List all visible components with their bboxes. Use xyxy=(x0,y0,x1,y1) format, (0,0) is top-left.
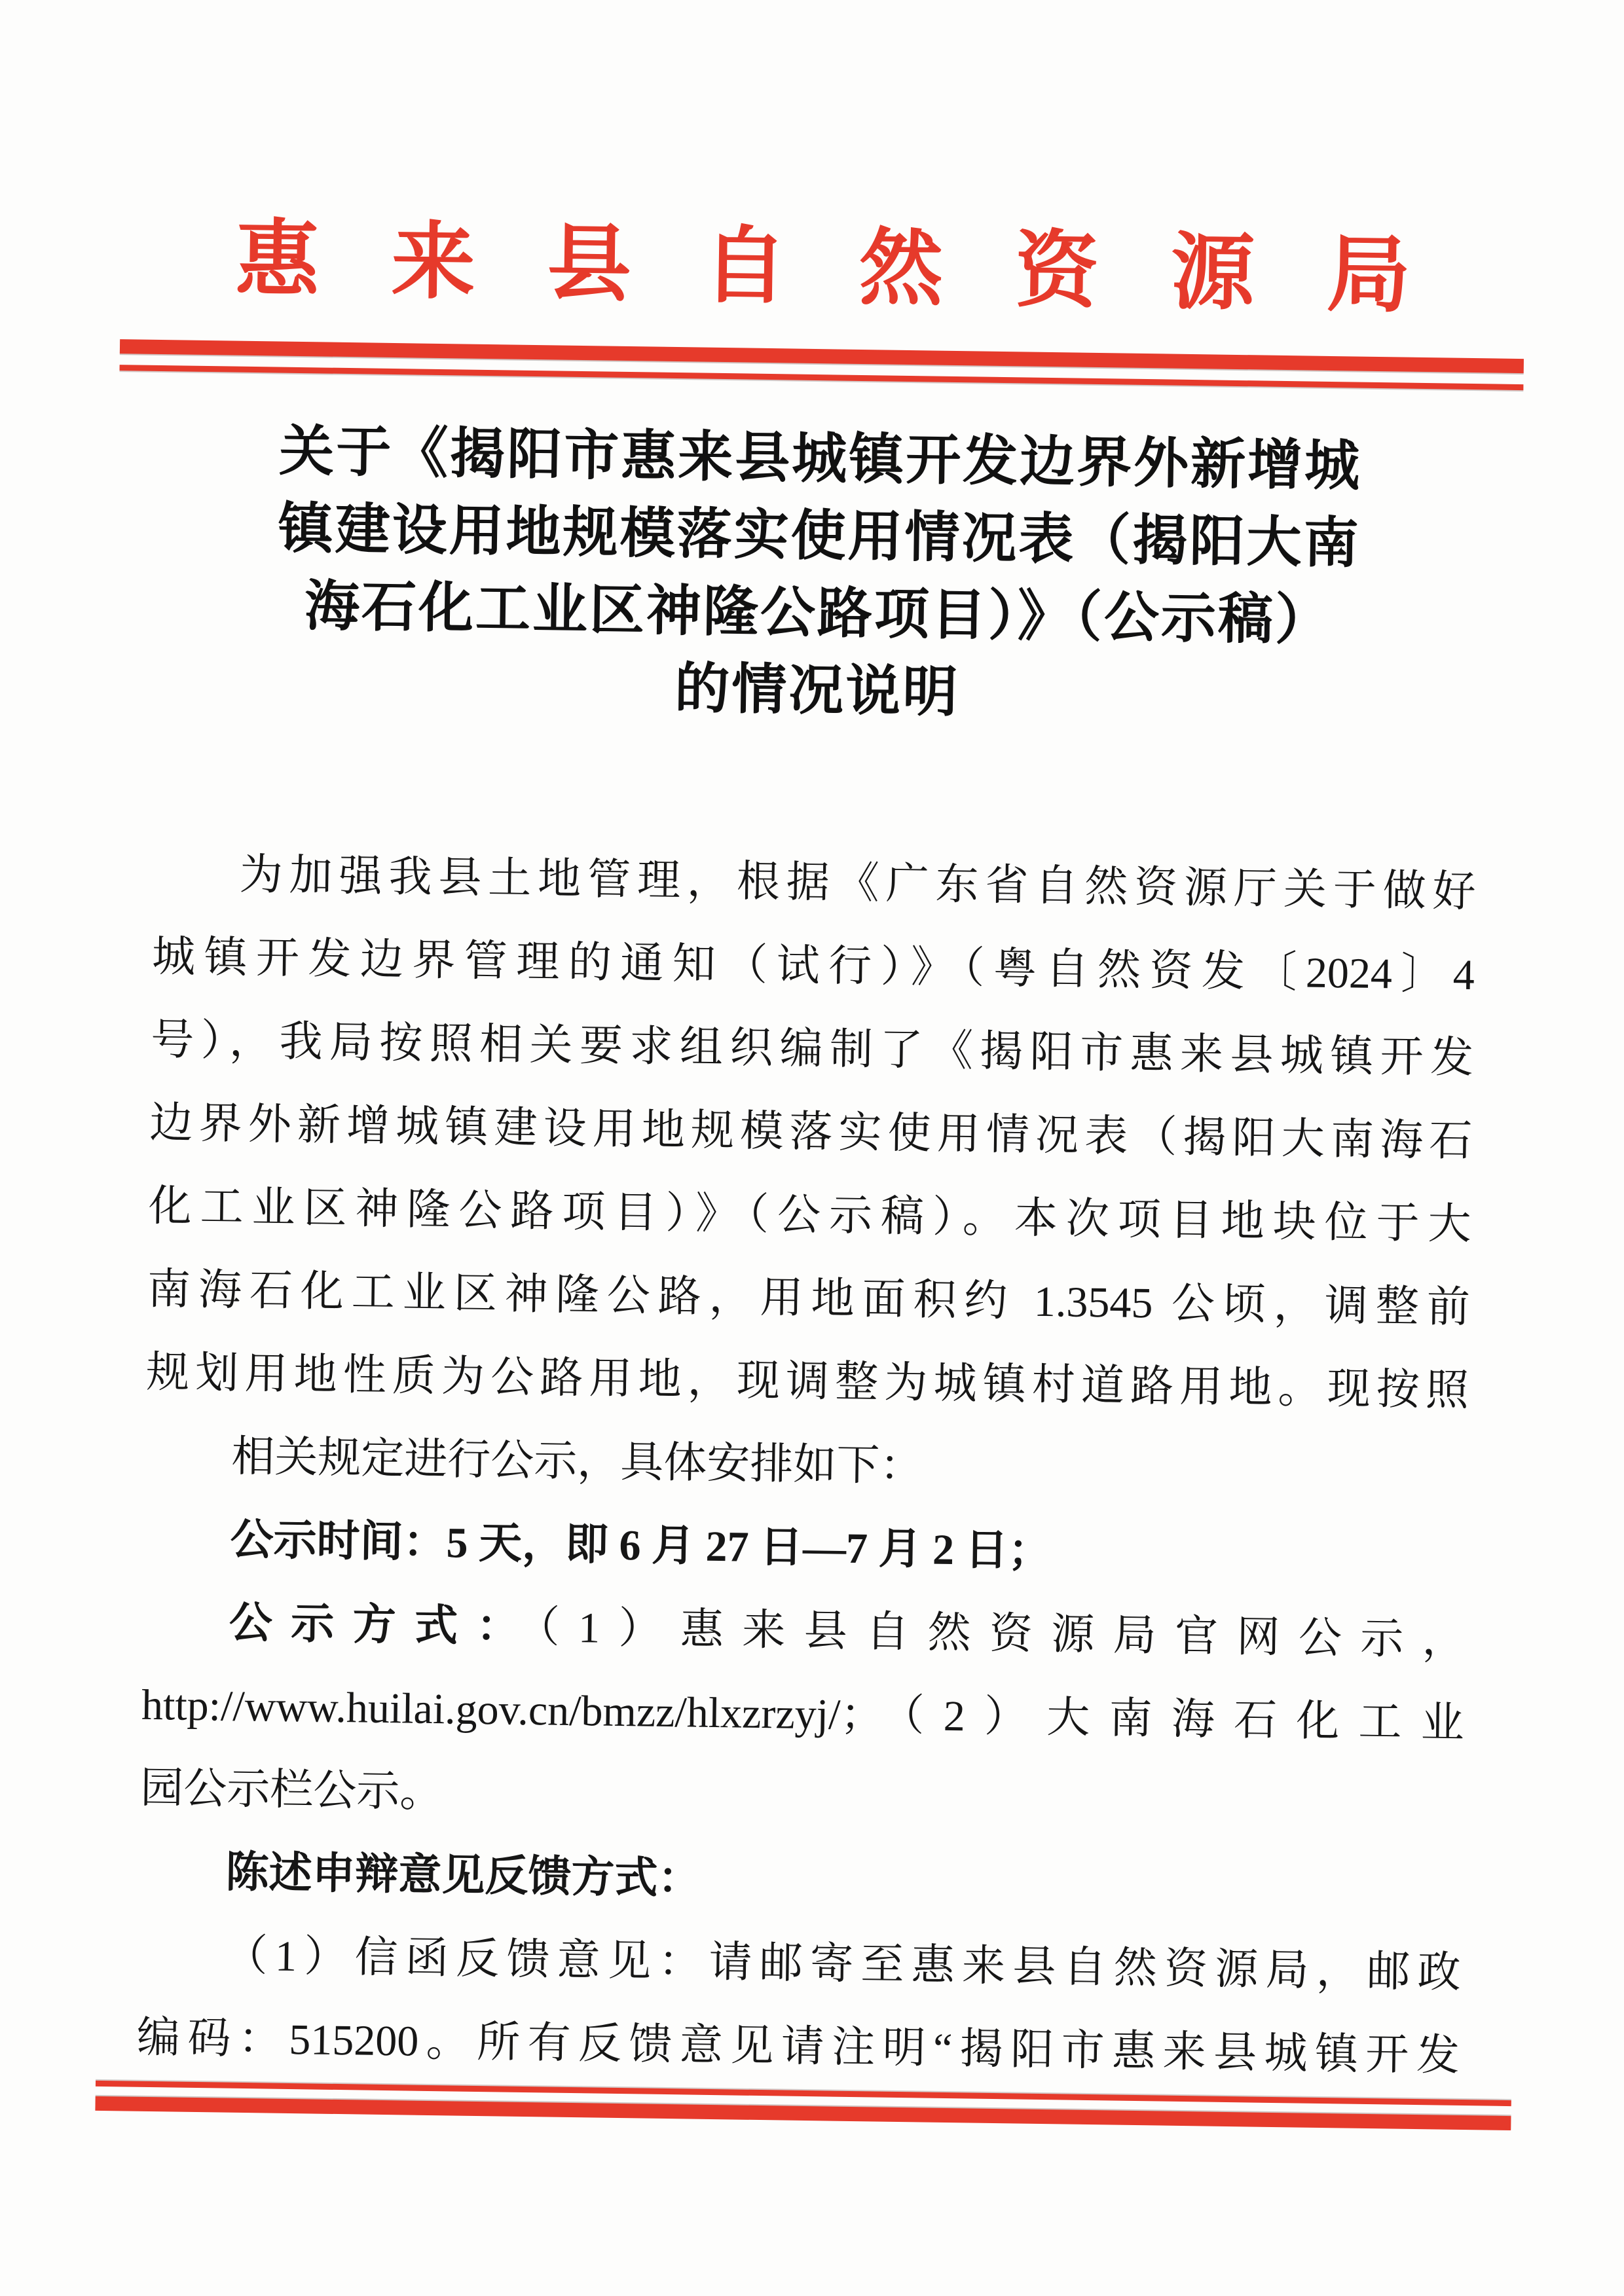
document-body xyxy=(136,832,1476,2098)
feedback-line: （1）信函反馈意见：请邮寄至惠来县自然资源局，邮政 xyxy=(224,1931,1462,1997)
announce-method-label: 公示方式： xyxy=(229,1599,539,1652)
announce-method-end-line: 园公示栏公示。 xyxy=(139,1764,443,1817)
paragraph-line: 南海石化工业区神隆公路，用地面积约 1.3545 公顷，调整前 xyxy=(147,1266,1471,1332)
announce-time-value: 5 天，即 6 月 27 日—7 月 2 日； xyxy=(446,1519,1052,1576)
paragraph-line: 规划用地性质为公路用地，现调整为城镇村道路用地。现按照 xyxy=(145,1349,1469,1415)
header-rules xyxy=(120,339,1524,390)
title-line: 关于《揭阳市惠来县城镇开发边界外新增城 xyxy=(278,421,1362,498)
title-line: 的情况说明 xyxy=(674,659,960,724)
title-line: 镇建设用地规模落实使用情况表（揭阳大南 xyxy=(277,498,1361,575)
announce-time-label: 公示时间： xyxy=(230,1516,447,1567)
document-title xyxy=(5,410,1624,742)
paragraph-line: 为加强我县土地管理，根据《广东省自然资源厅关于做好 xyxy=(239,851,1477,917)
paragraph-line: 城镇开发边界管理的通知（试行）》（粤自然资发〔2024〕4 xyxy=(151,933,1475,1000)
announce-method-text: （1）惠来县自然资源局官网公示， xyxy=(538,1603,1466,1665)
url-text: http://www.huilai.gov.cn/bmzz/hlxzrzyj/；（2）大南海石化工业 xyxy=(141,1681,1465,1748)
title-line: 海石化工业区神隆公路项目）》（公示稿） xyxy=(304,576,1333,652)
agency-header: 惠来县自然资源局 xyxy=(234,213,1484,324)
feedback-heading: 陈述申辩意见反馈方式： xyxy=(225,1848,701,1904)
paragraph-line: 边界外新增城镇建设用地规模落实使用情况表（揭阳大南海石 xyxy=(149,1099,1473,1166)
feedback-line: 编码：515200。所有反馈意见请注明“揭阳市惠来县城镇开发 xyxy=(136,2014,1460,2081)
paragraph-line: 号），我局按照相关要求组织编制了《揭阳市惠来县城镇开发 xyxy=(150,1016,1474,1083)
paragraph-line: 化工业区神隆公路项目）》（公示稿）。本次项目地块位于大 xyxy=(148,1182,1472,1249)
paragraph-line: 相关规定进行公示，具体安排如下： xyxy=(231,1433,923,1491)
